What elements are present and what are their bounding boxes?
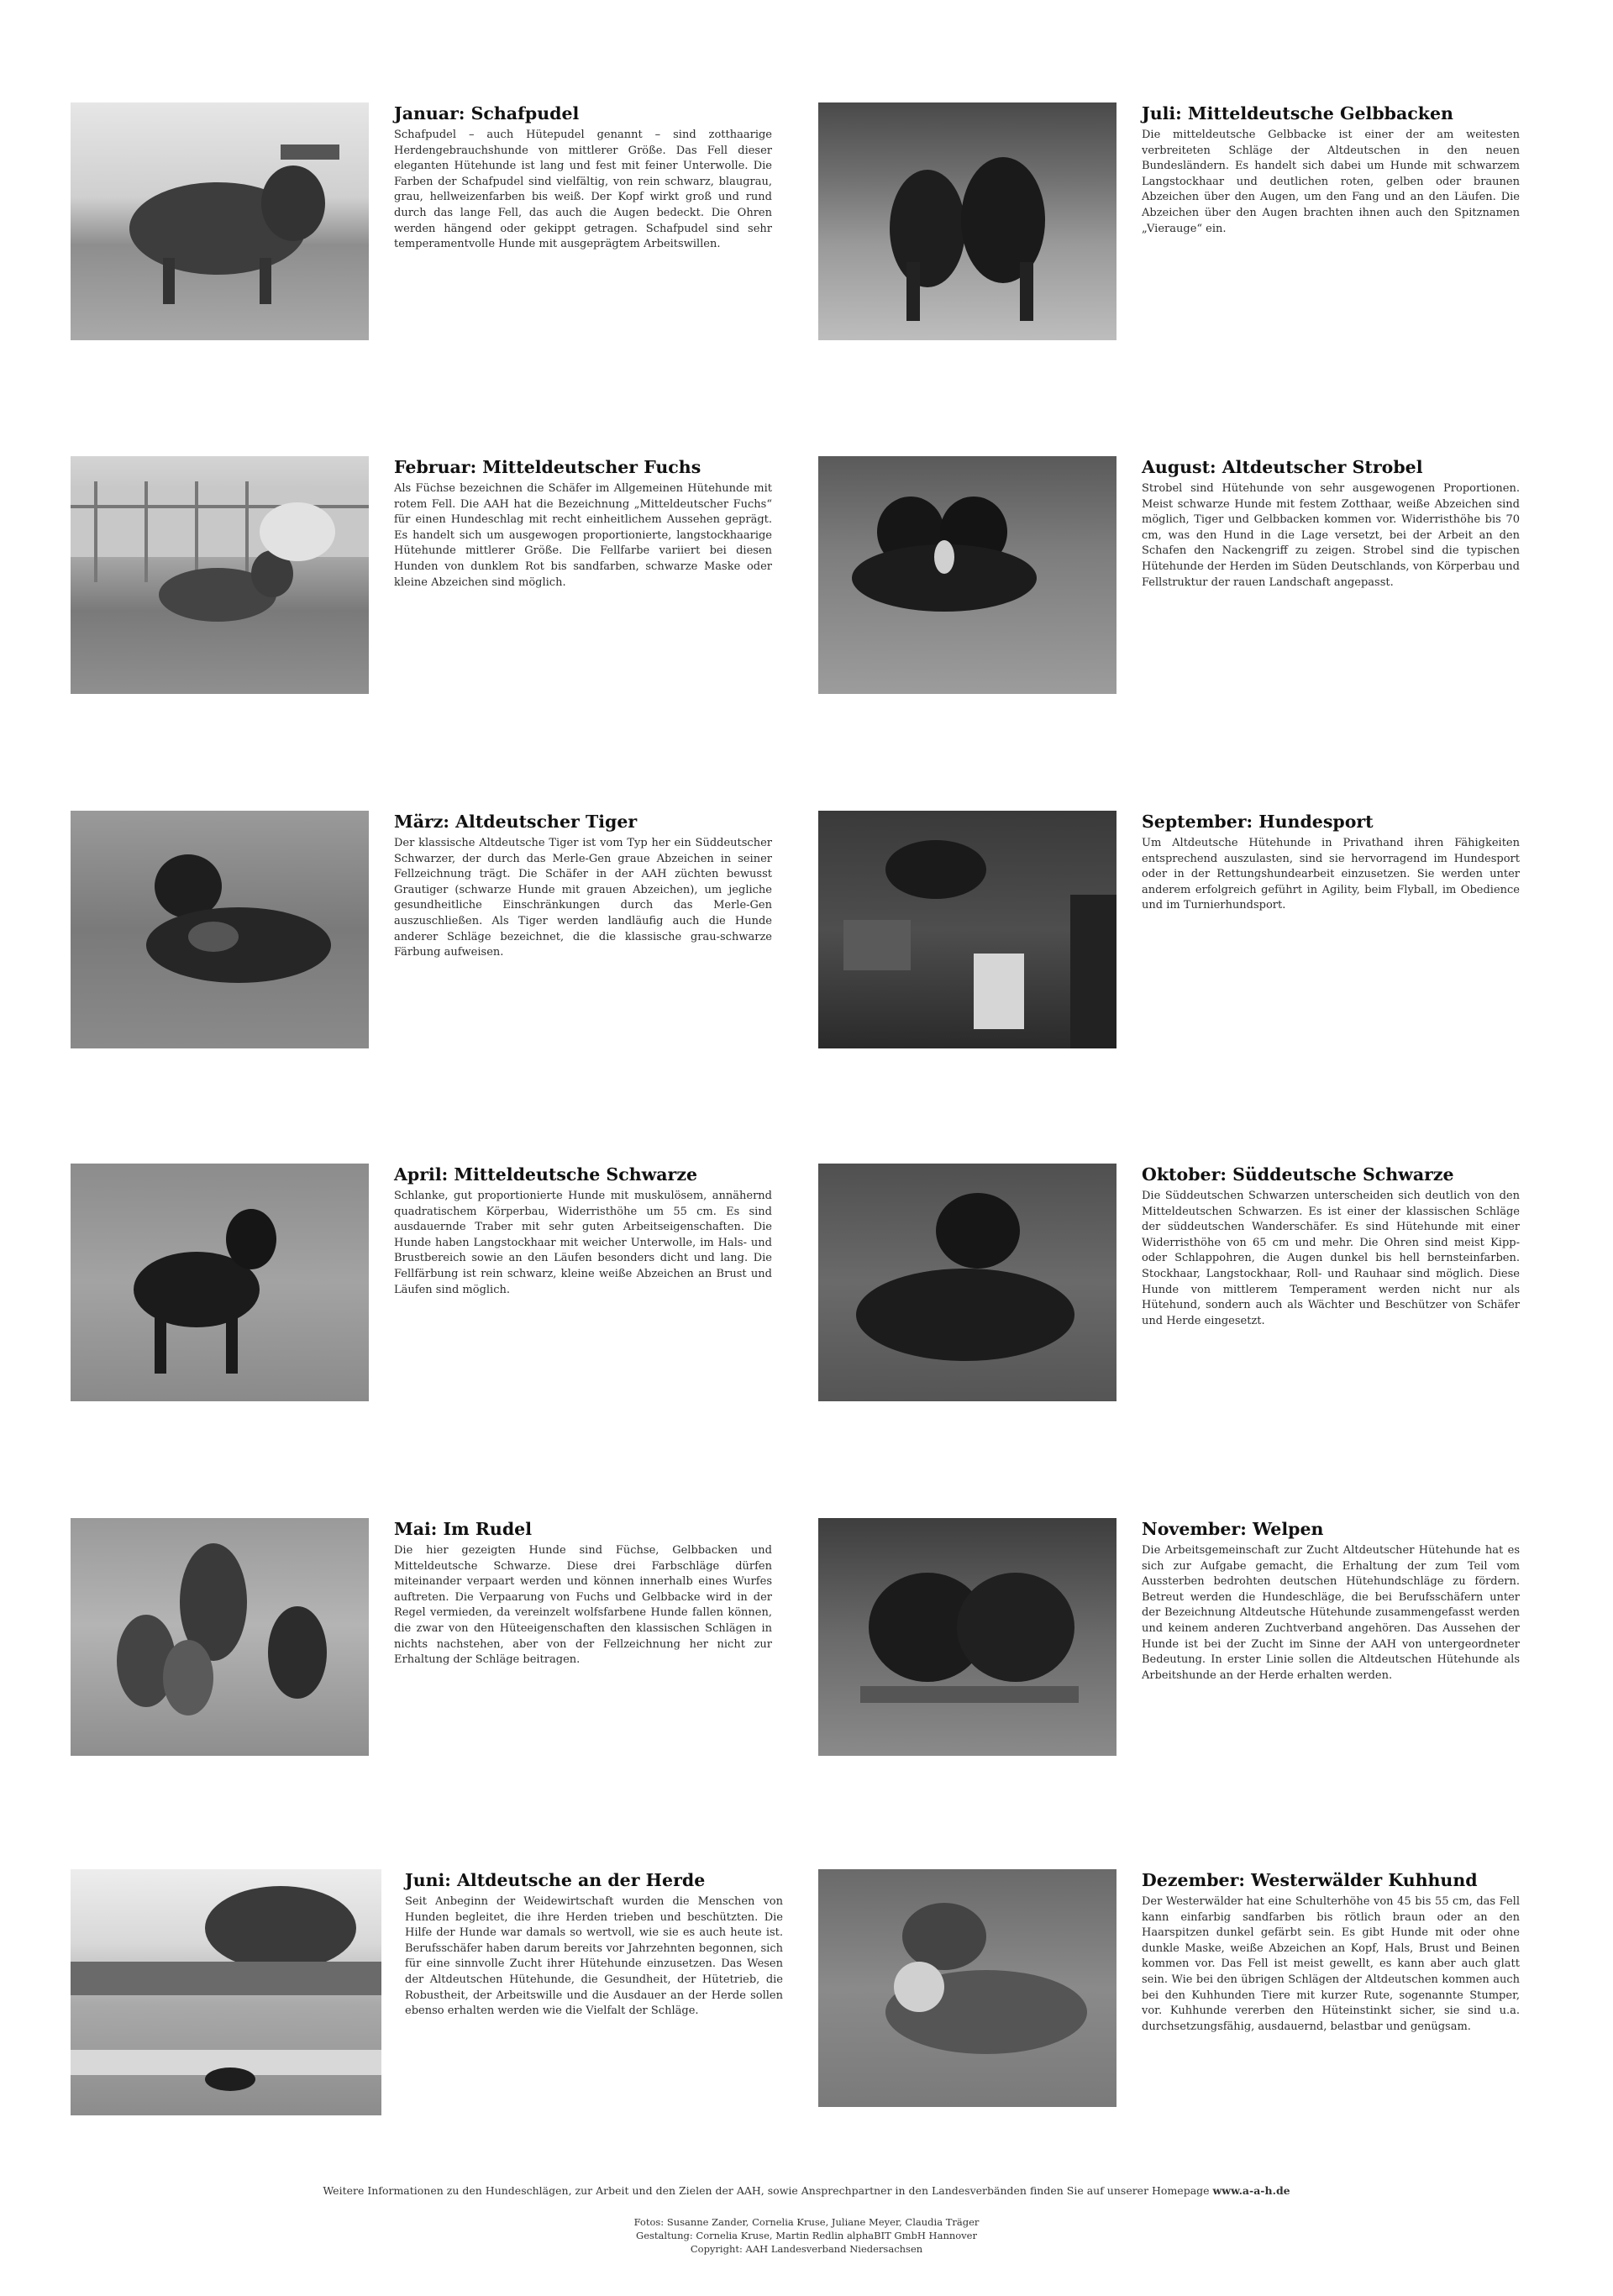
entry-title: Januar: Schafpudel [394, 103, 580, 123]
entry-text [1142, 102, 1520, 237]
fuchs-photo [71, 456, 369, 694]
entry-title: Oktober: Süddeutsche Schwarze [1142, 1164, 1454, 1185]
entry-text [1142, 811, 1520, 914]
entry-title: September: Hundesport [1142, 812, 1374, 832]
entry-description: Der Westerwälder hat eine Schulterhöhe von 45 bis 55 cm, das Fell kann einfarbig sandfarben bis rötlich braun oder an den Haarspitzen dunkel gefärbt sein. Es gibt Hunde mit oder ohne dunkle Maske, weiße Abzeichen an Kopf, Hals, Brust und Beinen kommen vor. Das Fell ist meist gewellt, es kann aber auch glatt sein. Wie bei den übrigen Schlägen der Altdeutschen kommen auch bei den Kuhhunden Tiere mit kurzer Rute, sogenannte Stumper, vor. Kuhhunde vererben den Hüteinstinkt sicher, sie sind u.a. durchsetzungsfähig, ausdauernd, belastbar und genügsam. [1142, 1895, 1520, 2033]
entry-text [1142, 456, 1520, 591]
entry-description: Der klassische Altdeutsche Tiger ist vom Typ her ein Süddeutscher Schwarzer, der durch das Merle-Gen graue Abzeichen in seiner Fellzeichnung trägt. Die Schäfer in der AAH züchten bewusst Grautiger (schwarze Hunde mit grauen Abzeichen), um jegliche gesundheitliche Einschränkungen durch das Merle-Gen auszuschließen. Als Tiger werden landläufig auch die Hunde anderer Schläge bezeichnet, die die klassische grau-schwarze Färbung aufweisen. [394, 837, 772, 959]
entry-description: Als Füchse bezeichnen die Schäfer im Allgemeinen Hütehunde mit rotem Fell. Die AAH hat die Bezeichnung „Mitteldeutscher Fuchs“ für einen Hundeschlag mit recht einheitlichem Aussehen geprägt. Es handelt sich um ausgewogen proportionierte, langstockhaarige Hütehunde mittlerer Größe. Die Fellfarbe variiert bei diesen Hunden von dunklem Rot bis sandfarben, schwarze Maske oder kleine Abzeichen sind möglich. [394, 482, 772, 589]
entry-title: November: Welpen [1142, 1519, 1324, 1539]
entry-juni [71, 1869, 810, 2113]
strobel-photo [818, 456, 1116, 694]
entry-februar [71, 456, 810, 700]
hundesport-photo [818, 811, 1116, 1048]
entry-august [818, 456, 1558, 700]
welpen-photo [818, 1518, 1116, 1756]
entry-description: Die Süddeutschen Schwarzen unterscheiden sich deutlich von den Mitteldeutschen Schwarzen. Es ist einer der klassischen Schläge der süddeutschen Wanderschäfer. Es sind Hütehunde mit einer Widerristhöhe von 65 cm und mehr. Die Ohren sind meist Kipp- oder Schlappohren, die Augen dunkel bis hell bernsteinfarben. Stockhaar, Langstockhaar, Roll- und Rauhaar sind möglich. Diese Hunde von mittlerem Temperament werden nicht nur als Hütehund, sondern auch als Wächter und Beschützer von Schäfer und Herde eingesetzt. [1142, 1190, 1520, 1327]
design-credits: Gestaltung: Cornelia Kruse, Martin Redlin alphaBIT GmbH Hannover [636, 2230, 977, 2241]
entry-title: April: Mitteldeutsche Schwarze [394, 1164, 698, 1185]
kuhhund-photo [818, 1869, 1116, 2107]
entry-text [1142, 1518, 1520, 1684]
entry-text [1142, 1164, 1520, 1329]
entry-dezember [818, 1869, 1558, 2113]
entry-text [394, 1164, 772, 1298]
entry-november [818, 1518, 1558, 1762]
footer-credits [0, 2215, 1613, 2256]
entry-description: Um Altdeutsche Hütehunde in Privathand ihren Fähigkeiten entsprechend auszulasten, sind sie hervorragend im Hundesport oder in der Rettungshundearbeit einzusetzen. Sie werden unter anderem erfolgreich geführt in Agility, beim Flyball, im Obedience und im Turnierhundsport. [1142, 837, 1520, 912]
entry-april [71, 1164, 810, 1407]
entry-text [1142, 1869, 1520, 2035]
photo-credits: Fotos: Susanne Zander, Cornelia Kruse, Juliane Meyer, Claudia Träger [633, 2216, 980, 2228]
footer-info-text: Weitere Informationen zu den Hundeschlägen, zur Arbeit und den Zielen der AAH, sowie Ansprechpartner in den Landesverbänden finden Sie auf unserer Homepage [323, 2184, 1213, 2197]
copyright: Copyright: AAH Landesverband Niedersachsen [690, 2243, 923, 2255]
entry-description: Die mitteldeutsche Gelbbacke ist einer der am weitesten verbreiteten Schläge der Altdeutschen in den neuen Bundesländern. Es handelt sich dabei um Hunde mit schwarzem Langstockhaar und deutlichen roten, gelben oder braunen Abzeichen über den Augen, um den Fang und an den Läufen. Die Abzeichen über den Augen brachten ihnen auch den Spitznamen „Vierauge“ ein. [1142, 129, 1520, 235]
gelbbacken-photo [818, 102, 1116, 340]
sd-schwarze-photo [818, 1164, 1116, 1401]
entry-description: Die Arbeitsgemeinschaft zur Zucht Altdeutscher Hütehunde hat es sich zur Aufgabe gemacht, die Erhaltung der zum Teil vom Aussterben bedrohten deutschen Hütehundschläge zu fördern. Betreut werden die Hundeschläge, die bei Berufsschäfern unter der Bezeichnung Altdeutsche Hütehunde zusammengefasst werden und keinem anderen Zuchtverband angehören. Das Aussehen der Hunde ist bei der Zucht im Sinne der AAH von untergeordneter Bedeutung. In erster Linie sollen die Altdeutschen Hütehunde als Arbeitshunde an der Herde erhalten werden. [1142, 1544, 1520, 1682]
herde-photo [71, 1869, 381, 2115]
entry-title: Juni: Altdeutsche an der Herde [405, 1870, 706, 1890]
entry-text [394, 102, 772, 253]
schafpudel-photo [71, 102, 369, 340]
entry-title: Februar: Mitteldeutscher Fuchs [394, 457, 701, 477]
entry-title: August: Altdeutscher Strobel [1142, 457, 1423, 477]
entry-text [394, 1518, 772, 1668]
entry-oktober [818, 1164, 1558, 1407]
footer-info [0, 2184, 1613, 2197]
entry-mai [71, 1518, 810, 1762]
entry-januar [71, 102, 810, 346]
md-schwarze-photo [71, 1164, 369, 1401]
entry-description: Schafpudel – auch Hütepudel genannt – sind zotthaarige Herdengebrauchshunde von mittlerer Größe. Das Fell dieser eleganten Hütehunde ist lang und fest mit feiner Unterwolle. Die Farben der Schafpudel sind vielfältig, von rein schwarz, blaugrau, grau, hellweizenfarben bis weiß. Der Kopf wirkt groß und rund durch das lange Fell, das auch die Augen bedeckt. Die Ohren werden hängend oder gekippt getragen. Schafpudel sind sehr temperamentvolle Hunde mit ausgeprägtem Arbeitswillen. [394, 129, 772, 251]
entry-title: März: Altdeutscher Tiger [394, 812, 638, 832]
rudel-photo [71, 1518, 369, 1756]
entry-title: Mai: Im Rudel [394, 1519, 532, 1539]
entry-maerz [71, 811, 810, 1054]
entry-text [394, 456, 772, 591]
entry-september [818, 811, 1558, 1054]
entry-title: Dezember: Westerwälder Kuhhund [1142, 1870, 1478, 1890]
entry-text [394, 811, 772, 961]
tiger-photo [71, 811, 369, 1048]
entry-description: Die hier gezeigten Hunde sind Füchse, Gelbbacken und Mitteldeutsche Schwarze. Diese drei Farbschläge dürfen miteinander verpaart werden und können innerhalb eines Wurfes auftreten. Die Verpaarung von Fuchs und Gelbbacke wird in der Regel vermieden, da vereinzelt wolfsfarbene Hunde fallen können, die zwar von den Hüteeigenschaften den klassischen Schlägen in nichts nachstehen, aber von der Fellzeichnung her nicht zur Erhaltung der Schläge beitragen. [394, 1544, 772, 1667]
entry-juli [818, 102, 1558, 346]
entry-title: Juli: Mitteldeutsche Gelbbacken [1142, 103, 1453, 123]
entry-description: Strobel sind Hütehunde von sehr ausgewogenen Proportionen. Meist schwarze Hunde mit festem Zotthaar, weiße Abzeichen sind möglich, Tiger und Gelbbacken kommen vor. Widerristhöhe bis 70 cm, was den Hund in die Lage versetzt, bei der Arbeit an den Schafen den Nackengriff zu zeigen. Strobel sind die typischen Hütehunde der Herden im Süden Deutschlands, von Körperbau und Fellstruktur der rauen Landschaft angepasst. [1142, 482, 1520, 589]
entry-text [405, 1869, 783, 2020]
entry-description: Schlanke, gut proportionierte Hunde mit muskulösem, annähernd quadratischem Körperbau, Widerristhöhe um 55 cm. Es sind ausdauernde Traber mit sehr guten Arbeitseigenschaften. Die Hunde haben Langstockhaar mit weicher Unterwolle, im Hals- und Brustbereich sowie an den Läufen besonders dicht und lang. Die Fellfärbung ist rein schwarz, kleine weiße Abzeichen an Brust und Läufen sind möglich. [394, 1190, 772, 1296]
homepage-link[interactable]: www.a-a-h.de [1212, 2184, 1290, 2197]
entry-description: Seit Anbeginn der Weidewirtschaft wurden die Menschen von Hunden begleitet, die ihre Herden trieben und beschützten. Die Hilfe der Hunde war damals so wertvoll, wie sie es auch heute ist. Berufsschäfer haben darum bereits vor Jahrzehnten begonnen, sich für eine sinnvolle Zucht ihrer Hütehunde einzusetzen. Das Wesen der Altdeutschen Hütehunde, die Gesundheit, der Hütetrieb, die Robustheit, der Arbeitswille und die Ausdauer an der Herde sollen ebenso erhalten werden wie die Vielfalt der Schläge. [405, 1895, 783, 2018]
